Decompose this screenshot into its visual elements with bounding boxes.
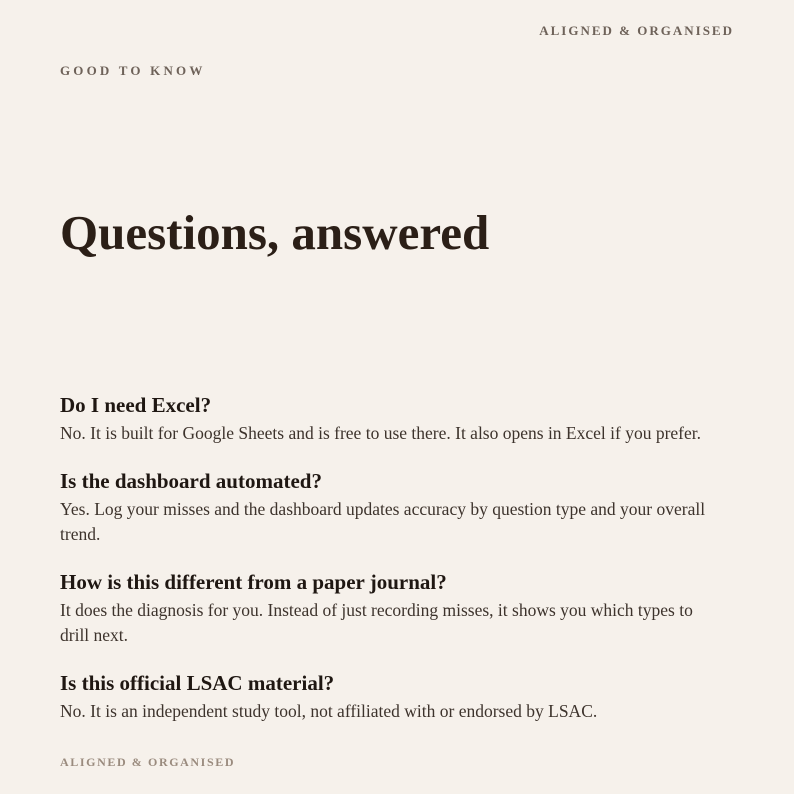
- faq-answer: No. It is built for Google Sheets and is free to use there. It also opens in Excel if you prefer.: [60, 423, 702, 443]
- faq-item: [60, 390, 720, 446]
- brand-header: ALIGNED & ORGANISED: [539, 23, 734, 38]
- faq-item: [60, 668, 720, 724]
- faq-question: Is this official LSAC material?: [60, 671, 335, 695]
- faq-item: [60, 466, 720, 547]
- faq-answer: It does the diagnosis for you. Instead of just recording misses, it shows you which types to drill next.: [60, 600, 693, 645]
- faq-question: Do I need Excel?: [60, 393, 212, 417]
- faq-answer: Yes. Log your misses and the dashboard updates accuracy by question type and your overall trend.: [60, 499, 706, 544]
- page-title: Questions, answered: [60, 205, 490, 260]
- faq-answer: No. It is an independent study tool, not affiliated with or endorsed by LSAC.: [60, 701, 598, 721]
- faq-list: [60, 390, 720, 744]
- faq-item: [60, 567, 720, 648]
- brand-footer: ALIGNED & ORGANISED: [60, 755, 236, 769]
- faq-question: How is this different from a paper journal?: [60, 570, 447, 594]
- faq-question: Is the dashboard automated?: [60, 469, 322, 493]
- section-eyebrow: GOOD TO KNOW: [60, 63, 206, 78]
